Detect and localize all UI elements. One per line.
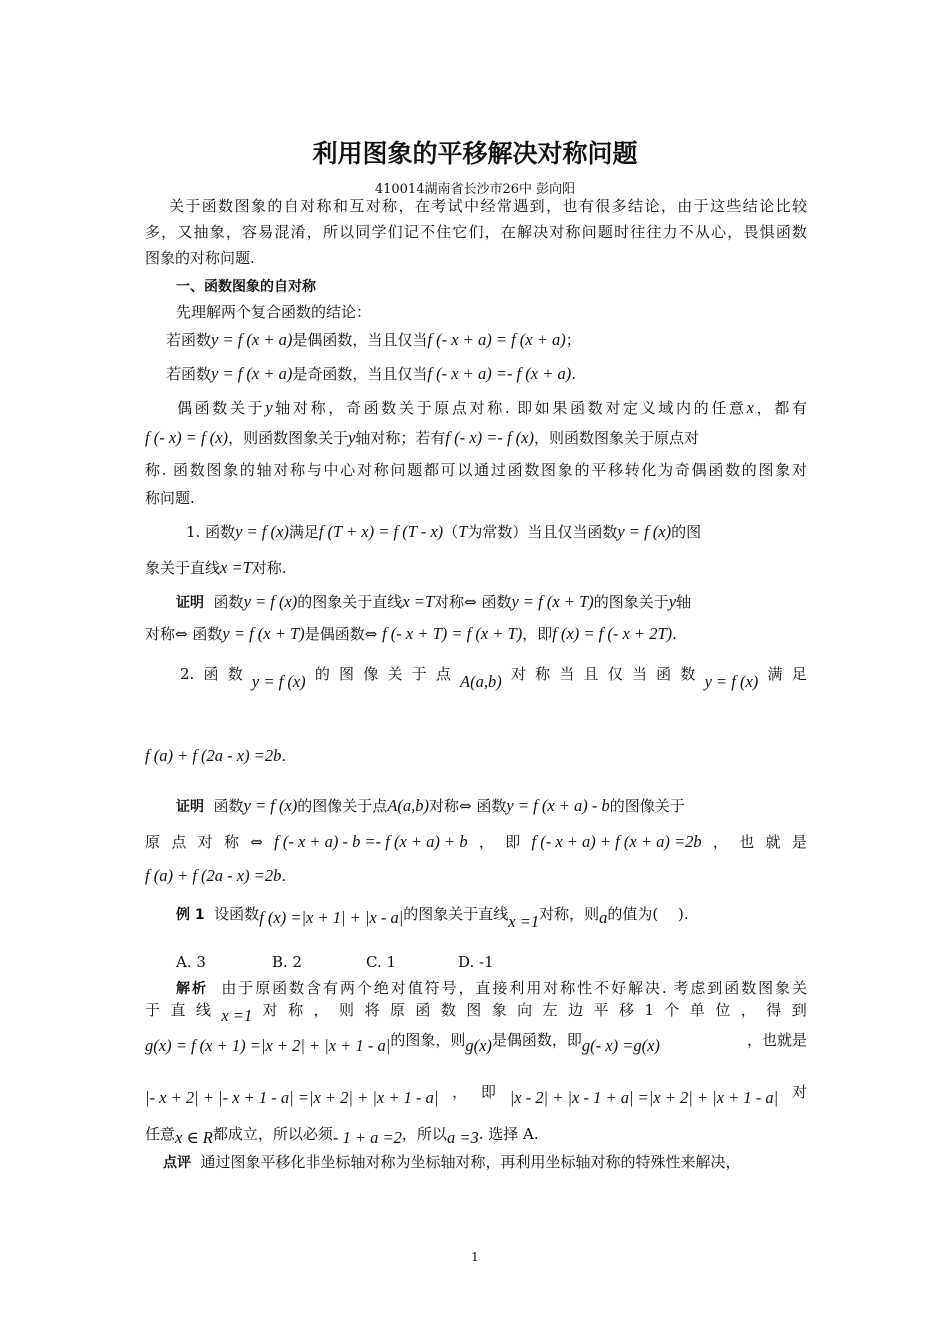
solution-line-3: g(x) = f (x + 1) =|x + 2| + |x + 1 - a|的图象，则g(x)是偶函数，即g(- x) =g(x) ，也就是	[145, 1031, 807, 1055]
odd-function-statement: 若函数y = f (x + a)是奇函数，当且仅当f (- x + a) =- f (x + a).	[166, 364, 576, 383]
proof2-line-2: 原 点 对 称 ⇔ f (- x + a) - b =- f (x + a) + b ， 即 f (- x + a) + f (x + a) =2b ， 也 就 是	[145, 832, 807, 851]
item1-line-2: 象关于直线x =T对称.	[145, 558, 287, 577]
item1-line-1: 1. 函数y = f (x)满足f (T + x) = f (T - x)（T为常数）当且仅当函数y = f (x)的图	[186, 522, 702, 541]
proof1-line-2: 对称⇔ 函数y = f (x + T)是偶函数⇔ f (- x + T) = f (x + T)，即f (x) = f (- x + 2T).	[145, 624, 677, 643]
proof2-line-1: 证明 函数y = f (x)的图像关于点A(a,b)对称⇔ 函数y = f (x + a) - b的图像关于	[176, 796, 685, 815]
para2-line-1: 偶函数关于y轴对称，奇函数关于原点对称. 即如果函数对定义域内的任意x，都有	[177, 398, 807, 417]
section-lead: 先理解两个复合函数的结论：	[176, 303, 372, 321]
even-function-statement: 若函数y = f (x + a)是偶函数，当且仅当f (- x + a) = f (x + a)；	[166, 330, 581, 349]
page-number: 1	[471, 1250, 479, 1264]
proof1-line-1: 证明 函数y = f (x)的图象关于直线x =T对称⇔ 函数y = f (x + T)的图象关于y轴	[176, 592, 692, 611]
section-heading: 一、函数图象的自对称	[176, 279, 316, 295]
solution-line-1: 解析 由于原函数含有两个绝对值符号，直接利用对称性不好解决. 考虑到函数图象关	[176, 979, 807, 997]
para2-line-4: 称问题.	[145, 489, 195, 507]
solution-line-2: 于 直 线 x =1 对 称 ， 则 将 原 函 数 图 象 向 左 边 平 移 1 个 单 位 ， 得 到	[145, 1001, 807, 1025]
comment-line: 点评 通过图象平移化非坐标轴对称为坐标轴对称，再利用坐标轴对称的特殊性来解决，	[163, 1153, 741, 1171]
para2-line-2: f (- x) = f (x)，则函数图象关于y轴对称；若有f (- x) =- f (x)，则函数图象关于原点对	[145, 428, 699, 447]
page-title: 利用图象的平移解决对称问题	[312, 139, 638, 168]
option-d: D. -1	[458, 953, 494, 971]
item2-formula: f (a) + f (2a - x) =2b.	[145, 746, 287, 765]
solution-line-5: 任意x ∈ R都成立，所以必须- 1 + a =2，所以a =3. 选择 A.	[145, 1125, 539, 1147]
para2-line-3: 称. 函数图象的轴对称与中心对称问题都可以通过函数图象的平移转化为奇偶函数的图象对	[145, 461, 807, 479]
option-b: B. 2	[272, 953, 303, 971]
example1-question: 例 1 设函数f (x) =|x + 1| + |x - a|的图象关于直线x =1对称，则a的值为( ).	[176, 905, 689, 931]
proof2-line-3: f (a) + f (2a - x) =2b.	[145, 866, 287, 885]
intro-line-3: 图象的对称问题.	[145, 249, 255, 267]
intro-line-1: 关于函数图象的自对称和互对称，在考试中经常遇到，也有很多结论，由于这些结论比较	[169, 197, 807, 215]
author-line: 410014湖南省长沙市26中 彭向阳	[374, 182, 576, 197]
intro-line-2: 多，又抽象，容易混淆，所以同学们记不住它们，在解决对称问题时往往力不从心，畏惧函数	[145, 223, 807, 241]
solution-line-4: |- x + 2| + |- x + 1 - a| =|x + 2| + |x + 1 - a| ， 即 |x - 2| + |x - 1 + a| =|x + 2| + |x + 1 - a| 对	[145, 1083, 807, 1107]
option-c: C. 1	[366, 953, 397, 971]
option-a: A. 3	[176, 953, 206, 971]
item2-line-1: 2. 函 数 y = f (x) 的 图 像 关 于 点 A(a,b) 对 称 当 且 仅 当 函 数 y = f (x) 满 足	[180, 665, 807, 691]
